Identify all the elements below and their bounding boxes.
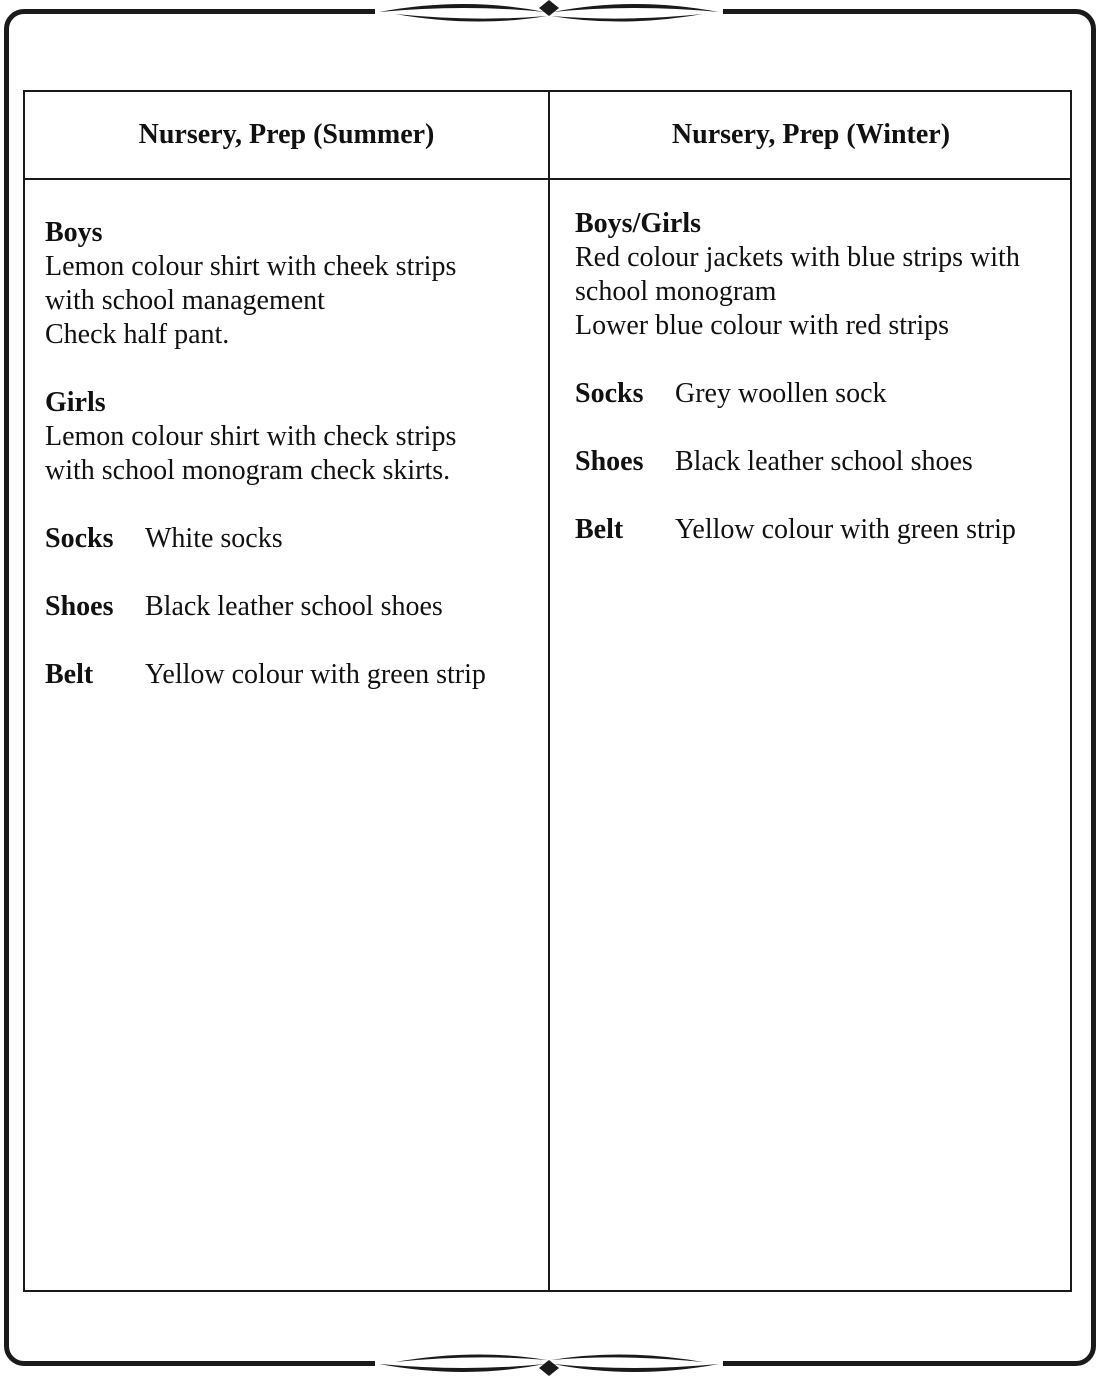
boys-line: with school management — [45, 285, 325, 316]
shoes-label: Shoes — [575, 446, 644, 477]
winter-shoes-row — [575, 445, 1065, 479]
shoes-value: Black leather school shoes — [675, 446, 973, 477]
socks-label: Socks — [45, 523, 114, 554]
uniform-table — [23, 90, 1072, 1292]
summer-belt-row — [45, 658, 540, 692]
boys-line: Lemon colour shirt with cheek strips — [45, 251, 457, 282]
girls-line: Lemon colour shirt with check strips — [45, 421, 457, 452]
column-divider — [548, 92, 550, 1290]
girls-title: Girls — [45, 387, 106, 418]
winter-heading: Nursery, Prep (Winter) — [671, 119, 951, 150]
belt-value: Yellow colour with green strip — [145, 659, 486, 690]
winter-column — [575, 207, 1065, 547]
header-divider — [25, 178, 1072, 180]
winter-socks-row — [575, 377, 1065, 411]
boys-title: Boys — [45, 217, 103, 248]
belt-label: Belt — [575, 514, 624, 545]
belt-value: Yellow colour with green strip — [675, 514, 1016, 545]
socks-label: Socks — [575, 378, 644, 409]
boys-girls-line: Red colour jackets with blue strips with — [575, 242, 1020, 273]
boys-line: Check half pant. — [45, 319, 230, 350]
summer-heading: Nursery, Prep (Summer) — [138, 119, 435, 150]
bottom-ornament — [375, 1346, 723, 1382]
boys-girls-title: Boys/Girls — [575, 208, 702, 239]
winter-belt-row — [575, 513, 1065, 547]
shoes-label: Shoes — [45, 591, 114, 622]
summer-socks-row — [45, 522, 540, 556]
top-ornament — [375, 0, 723, 30]
belt-label: Belt — [45, 659, 94, 690]
girls-line: with school monogram check skirts. — [45, 455, 451, 486]
boys-girls-line: Lower blue colour with red strips — [575, 310, 950, 341]
socks-value: White socks — [145, 523, 283, 554]
summer-shoes-row — [45, 590, 540, 624]
boys-girls-line: school monogram — [575, 276, 777, 307]
summer-column — [45, 216, 540, 692]
shoes-value: Black leather school shoes — [145, 591, 443, 622]
socks-value: Grey woollen sock — [675, 378, 887, 409]
